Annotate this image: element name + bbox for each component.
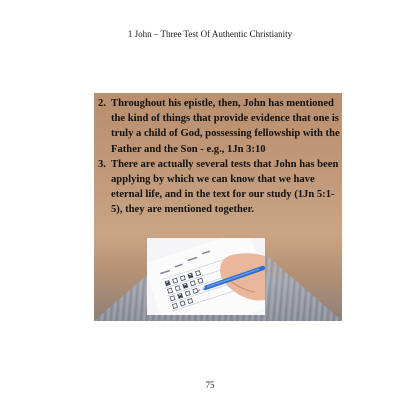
slide-text bbox=[98, 96, 340, 218]
slide-image bbox=[94, 93, 342, 321]
running-header: 1 John – Three Test Of Authentic Christianity bbox=[127, 29, 293, 39]
point-text: There are actually several tests that John has been applying by which we can know that we have eternal life, and in the text for our study (1Jn 5:1-5), they are mentioned together. bbox=[111, 158, 339, 216]
slide-point bbox=[98, 157, 340, 218]
point-number: 2. bbox=[98, 98, 106, 109]
checklist-photo bbox=[147, 238, 265, 315]
slide-point bbox=[98, 96, 340, 157]
point-number: 3. bbox=[98, 158, 106, 170]
page-number: 75 bbox=[205, 380, 215, 390]
point-text: Throughout his epistle, then, John has mentioned the kind of things that provide evidence that one is truly a child of God, possessing fellowship with the Father and the Son - e.g., 1Jn 3:10 bbox=[111, 98, 340, 155]
checklist-survey-icon bbox=[147, 238, 265, 315]
